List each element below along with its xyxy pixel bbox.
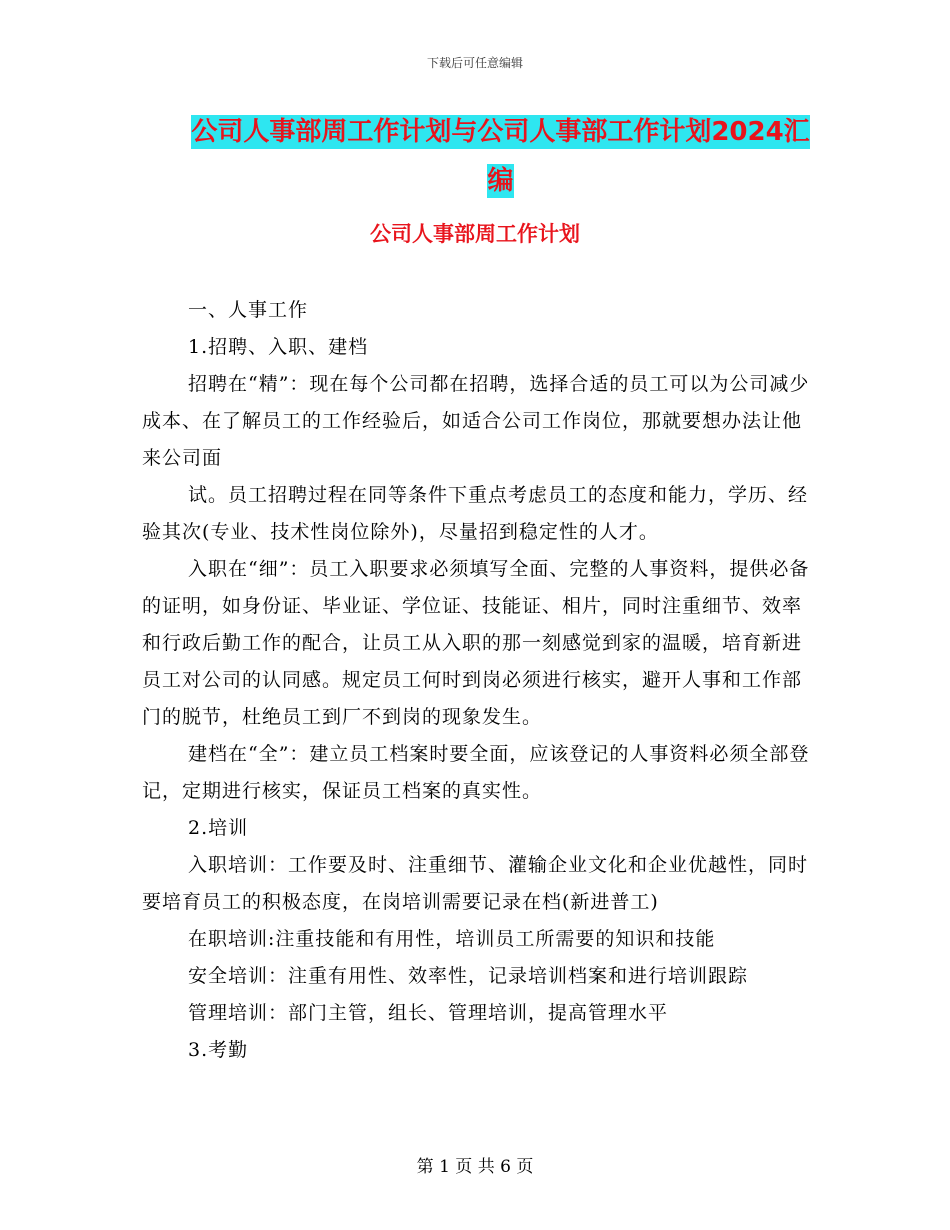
paragraph: 2.培训 xyxy=(188,817,249,839)
paragraph: 安全培训：注重有用性、效率性，记录培训档案和进行培训跟踪 xyxy=(188,965,749,987)
document-title xyxy=(188,108,813,206)
paragraph: 入职在“细”：员工入职要求必须填写全面、完整的人事资料，提供必备的证明，如身份证、毕业证、学位证、技能证、相片，同时注重细节、效率和行政后勤工作的配合，让员工从入职的那一刻感觉到家的温暖，培育新进员工对公司的认同感。规定员工何时到岗必须进行核实，避开人事和工作部门的脱节，杜绝员工到厂不到岗的现象发生。 xyxy=(142,558,810,728)
paragraph: 在职培训:注重技能和有用性，培训员工所需要的知识和技能 xyxy=(188,928,716,950)
page-footer: 第 1 页 共 6 页 xyxy=(416,1157,534,1177)
paragraph: 建档在“全”：建立员工档案时要全面，应该登记的人事资料必须全部登记，定期进行核实，保证员工档案的真实性。 xyxy=(142,743,810,802)
header-note: 下载后可任意编辑 xyxy=(426,56,523,70)
document-body xyxy=(142,292,812,1069)
paragraph: 管理培训：部门主管，组长、管理培训，提高管理水平 xyxy=(188,1002,669,1024)
paragraph: 入职培训：工作要及时、注重细节、灌输企业文化和企业优越性，同时要培育员工的积极态度，在岗培训需要记录在档(新进普工) xyxy=(142,854,809,913)
paragraph: 3.考勤 xyxy=(188,1039,249,1061)
paragraph: 一、人事工作 xyxy=(188,299,309,321)
paragraph: 招聘在“精”：现在每个公司都在招聘，选择合适的员工可以为公司减少成本、在了解员工的工作经验后，如适合公司工作岗位，那就要想办法让他来公司面 xyxy=(142,373,810,469)
paragraph: 1.招聘、入职、建档 xyxy=(188,336,369,358)
paragraph: 试。员工招聘过程在同等条件下重点考虑员工的态度和能力，学历、经验其次(专业、技术性岗位除外)，尽量招到稳定性的人才。 xyxy=(142,484,809,543)
document-title-text: 公司人事部周工作计划与公司人事部工作计划2024汇编 xyxy=(191,117,810,196)
section-title: 公司人事部周工作计划 xyxy=(370,222,580,246)
